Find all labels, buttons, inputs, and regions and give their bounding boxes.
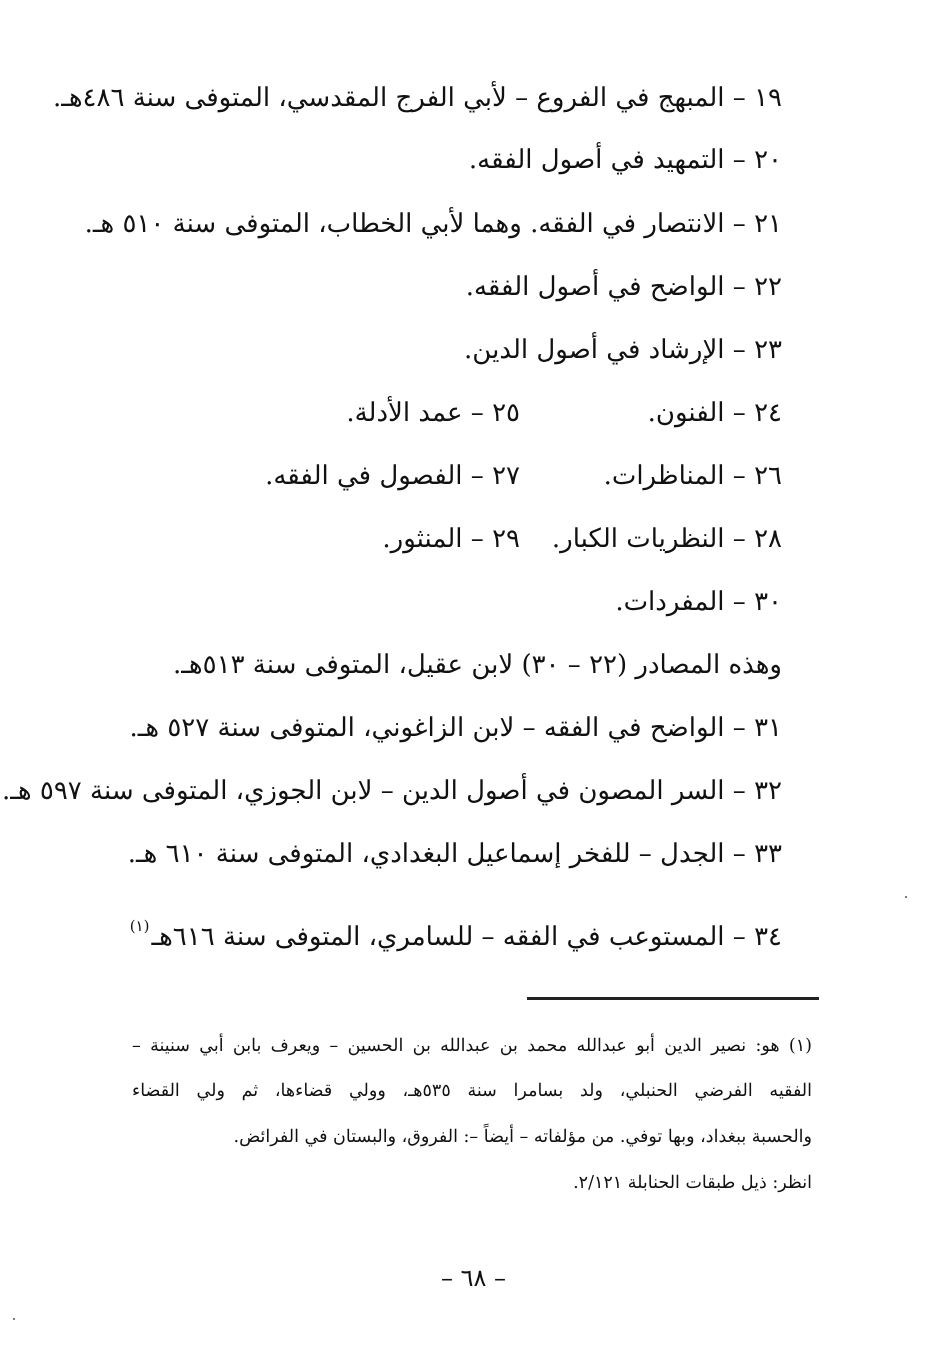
entry-24: ٢٤ – الفنون. xyxy=(647,398,782,428)
footnote-line-4: انظر: ذيل طبقات الحنابلة ٢/١٢١. xyxy=(573,1173,812,1193)
entry-26: ٢٦ – المناظرات. xyxy=(603,461,782,491)
sources-note: وهذه المصادر (٢٢ – ٣٠) لابن عقيل، المتوفى سنة ٥١٣هـ. xyxy=(173,650,782,680)
entry-34 xyxy=(130,906,782,957)
entry-30: ٣٠ – المفردات. xyxy=(615,587,782,617)
entry-28: ٢٨ – النظريات الكبار. xyxy=(551,524,782,554)
footnote-line-3: والحسبة ببغداد، وبها توفي. من مؤلفاته – أيضاً –: الفروق، والبستان في الفرائض. xyxy=(233,1127,812,1147)
scan-speck xyxy=(13,1318,15,1320)
footnote-reference: (١) xyxy=(129,917,150,935)
footnote-line-1: (١) هو: نصير الدين أبو عبدالله محمد بن عبدالله بن الحسين – ويعرف بابن أبي سنينة – xyxy=(132,1036,812,1056)
entry-20: ٢٠ – التمهيد في أصول الفقه. xyxy=(468,145,782,175)
scan-speck xyxy=(905,896,907,898)
entry-33: ٣٣ – الجدل – للفخر إسماعيل البغدادي، المتوفى سنة ٦١٠ هـ. xyxy=(127,839,782,869)
entry-27: ٢٧ – الفصول في الفقه. xyxy=(265,461,520,491)
entry-22: ٢٢ – الواضح في أصول الفقه. xyxy=(465,272,782,302)
entry-25: ٢٥ – عمد الأدلة. xyxy=(346,398,520,428)
footnote-line-2: الفقيه الفرضي الحنبلي، ولد بسامرا سنة ٥٣٥هـ، وولي قضاءها، ثم ولي القضاء xyxy=(132,1081,812,1101)
entry-23: ٢٣ – الإرشاد في أصول الدين. xyxy=(464,335,782,365)
entry-34-text: ٣٤ – المستوعب في الفقه – للسامري، المتوفى سنة ٦١٦هـ xyxy=(151,922,782,952)
footnote-separator xyxy=(527,997,819,1000)
entry-19: ١٩ – المبهج في الفروع – لأبي الفرج المقدسي، المتوفى سنة ٤٨٦هـ. xyxy=(52,83,782,113)
entry-31: ٣١ – الواضح في الفقه – لابن الزاغوني، المتوفى سنة ٥٢٧ هـ. xyxy=(129,713,782,743)
entry-32: ٣٢ – السر المصون في أصول الدين – لابن الجوزي، المتوفى سنة ٥٩٧ هـ. xyxy=(2,776,782,806)
page-number: – ٦٨ – xyxy=(440,1264,507,1292)
entry-21: ٢١ – الانتصار في الفقه. وهما لأبي الخطاب، المتوفى سنة ٥١٠ هـ. xyxy=(84,209,782,239)
entry-29: ٢٩ – المنثور. xyxy=(382,524,520,554)
